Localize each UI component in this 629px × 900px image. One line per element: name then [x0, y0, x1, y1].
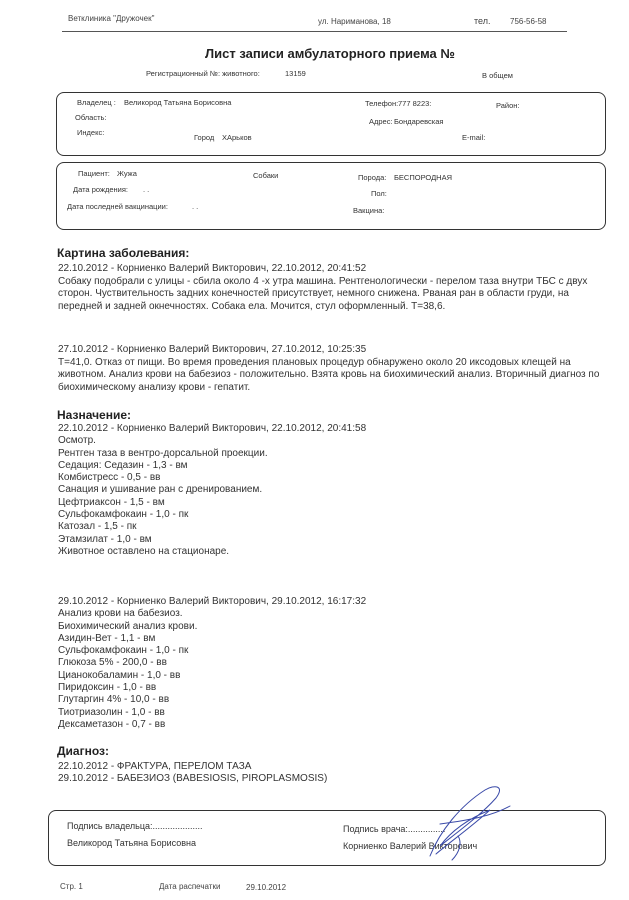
patient-birth-value: . . [143, 185, 150, 194]
doctor-signature-label: Подпись врача:............... [343, 824, 446, 834]
owner-signature-label: Подпись владельца:.................... [67, 821, 203, 831]
prescription-entry [58, 423, 366, 558]
diagnosis-line: 29.10.2012 - БАБЕЗИОЗ (BABESIOSIS, PIROPLASMOSIS) [58, 773, 328, 785]
page-title: Лист записи амбулаторного приема № [205, 46, 455, 61]
owner-city: ХАрьков [222, 133, 252, 142]
registration-label: Регистрационный №: животного: [146, 69, 260, 78]
prescription-heading: Назначение: [57, 408, 132, 422]
clinic-phone: 756-56-58 [510, 17, 547, 26]
prescription-entry-header: 29.10.2012 - Корниенко Валерий Викторович, 29.10.2012, 16:17:32 [58, 596, 367, 607]
patient-vaccination-value: . . [192, 202, 199, 211]
prescription-line: Дексаметазон - 0,7 - вв [58, 718, 166, 730]
history-heading: Картина заболевания: [57, 246, 190, 260]
owner-region-label: Область: [75, 113, 107, 122]
prescription-line: Комбистресс - 0,5 - вв [58, 472, 161, 484]
prescription-line: Глюкоза 5% - 200,0 - вв [58, 657, 167, 669]
prescription-line: Пиридоксин - 1,0 - вв [58, 682, 157, 694]
diagnosis-heading: Диагноз: [57, 744, 109, 758]
prescription-line: Этамзилат - 1,0 - вм [58, 533, 152, 545]
prescription-line: Катозал - 1,5 - пк [58, 521, 137, 533]
prescription-line: Биохимический анализ крови. [58, 620, 198, 632]
patient-vaccine-label: Вакцина: [353, 206, 385, 215]
prescription-entry-header: 22.10.2012 - Корниенко Валерий Викторович, 22.10.2012, 20:41:58 [58, 423, 367, 434]
clinic-address: ул. Нариманова, 18 [318, 17, 391, 26]
print-date-label: Дата распечатки [159, 882, 221, 891]
prescription-line: Осмотр. [58, 435, 96, 447]
page-number: Стр. 1 [60, 882, 83, 891]
patient-vaccination-label: Дата последней вакцинации: [67, 202, 168, 211]
history-entry [58, 263, 610, 313]
patient-birth-label: Дата рождения: [73, 185, 128, 194]
patient-breed-label: Порода: [358, 173, 387, 182]
owner-phone-label: Телефон: [365, 99, 399, 108]
prescription-line: Анализ крови на бабезиоз. [58, 608, 183, 620]
doctor-signature-scribble [400, 776, 520, 866]
clinic-name: Ветклиника "Дружочек" [68, 14, 155, 23]
prescription-line: Рентген таза в вентро-дорсальной проекции. [58, 447, 268, 459]
owner-phone: 777 8223: [398, 99, 432, 108]
patient-species: Собаки [253, 171, 279, 180]
owner-index-label: Индекс: [77, 128, 105, 137]
print-date: 29.10.2012 [246, 883, 287, 892]
clinic-phone-label: тел. [474, 16, 491, 26]
owner-label: Владелец : [77, 98, 116, 107]
owner-address-label: Адрес: [369, 117, 393, 126]
prescription-entry [58, 596, 366, 731]
history-entry-header: 27.10.2012 - Корниенко Валерий Викторович, 27.10.2012, 10:25:35 [58, 344, 367, 355]
header-divider [62, 31, 567, 32]
prescription-line: Санация и ушивание ран с дренированием. [58, 484, 263, 496]
prescription-line: Сульфокамфокаин - 1,0 - пк [58, 509, 189, 521]
patient-breed: БЕСПОРОДНАЯ [394, 173, 452, 182]
owner-email-label: E-mail: [462, 133, 486, 142]
owner-district-label: Район: [496, 101, 520, 110]
history-entry-text: Т=41,0. Отказ от пищи. Во время проведения плановых процедур обнаружено около 20 иксодовых клещей на животном. Анализ крови на бабезиоз - положительно. Взята кровь на биохимический анализ. Вторичный диагноз по биохимическому анализу крови - гепатит. [58, 356, 600, 393]
owner-city-label: Город [194, 133, 215, 142]
prescription-line: Цефтриаксон - 1,5 - вм [58, 496, 165, 508]
owner-address: Бондаревская [394, 117, 444, 126]
owner-signature-name: Великород Татьяна Борисовна [67, 838, 196, 848]
history-entry-text: Собаку подобрали с улицы - сбила около 4 -х утра машина. Рентгенологически - перелом таза внутри ТБС с двух сторон. Чуствительность задних конечностей присутствует, немного снижена. Рваная ран в области груди, на передней и задней окнечностях. Собака ела. Мочится, стул оформленный. Т=38,6. [58, 275, 588, 312]
patient-name: Жужа [117, 169, 137, 178]
registration-general: В общем [482, 71, 513, 80]
patient-sex-label: Пол: [371, 189, 387, 198]
prescription-line: Седация: Седазин - 1,3 - вм [58, 459, 188, 471]
prescription-line: Тиотриазолин - 1,0 - вв [58, 706, 165, 718]
prescription-line: Животное оставлено на стационаре. [58, 545, 230, 557]
patient-box [56, 162, 606, 230]
diagnosis-line: 22.10.2012 - ФРАКТУРА, ПЕРЕЛОМ ТАЗА [58, 761, 252, 772]
history-entry [58, 344, 610, 394]
owner-name: Великород Татьяна Борисовна [124, 98, 232, 107]
prescription-line: Азидин-Вет - 1,1 - вм [58, 632, 156, 644]
patient-label: Пациент: [78, 169, 110, 178]
prescription-line: Сульфокамфокаин - 1,0 - пк [58, 645, 189, 657]
doctor-signature-name: Корниенко Валерий Викторович [343, 841, 478, 851]
history-entry-header: 22.10.2012 - Корниенко Валерий Викторович, 22.10.2012, 20:41:52 [58, 263, 367, 274]
diagnosis-list [58, 761, 327, 786]
prescription-line: Глутаргин 4% - 10,0 - вв [58, 694, 170, 706]
prescription-line: Цианокобаламин - 1,0 - вв [58, 669, 181, 681]
registration-number: 13159 [285, 69, 306, 78]
